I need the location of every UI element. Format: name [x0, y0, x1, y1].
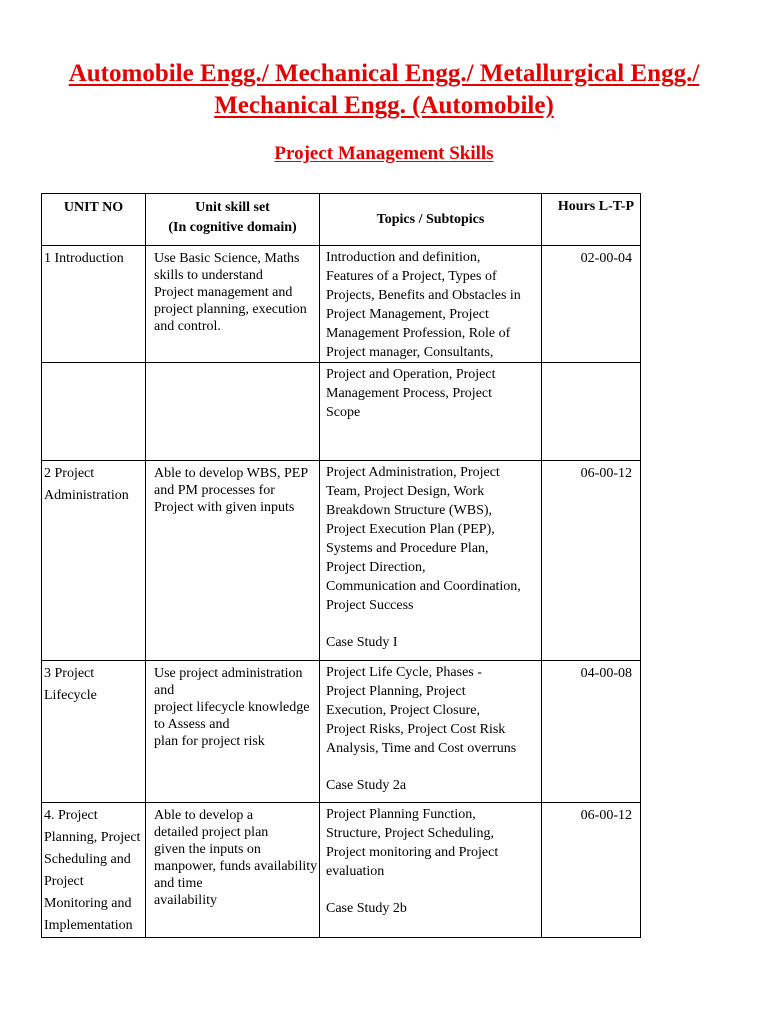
- unit-no-cell: [42, 246, 146, 363]
- skill-set-cell-line: plan for project risk: [154, 734, 265, 749]
- header-topics: Topics / Subtopics: [320, 194, 542, 246]
- topics-cell-line: Scope: [326, 405, 361, 420]
- header-unit-skill-set: [146, 194, 320, 246]
- header-hours: Hours L-T-P: [542, 194, 641, 246]
- topics-cell-line: [326, 881, 541, 899]
- unit-no-cell-line: Lifecycle: [44, 688, 97, 703]
- document-title-line-1: Automobile Engg./ Mechanical Engg./ Metallurgical Engg./: [68, 60, 700, 87]
- table-row: [42, 803, 641, 938]
- unit-no-cell-line: Planning, Project: [44, 830, 141, 845]
- topics-cell-line: Case Study I: [326, 635, 398, 650]
- skill-set-cell-line: and: [154, 683, 175, 698]
- skill-set-cell-line: Project management and: [154, 285, 293, 300]
- topics-cell-line: [326, 615, 541, 633]
- topics-cell-line: Project Direction,: [326, 560, 426, 575]
- unit-no-cell-line: Project: [44, 874, 84, 889]
- unit-no-cell: [42, 461, 146, 661]
- skill-set-cell: [146, 661, 320, 803]
- skill-set-cell-line: and control.: [154, 319, 221, 334]
- topics-cell-line: Project monitoring and Project: [326, 845, 499, 860]
- skill-set-cell-line: project lifecycle knowledge: [154, 700, 310, 715]
- topics-cell-line: Team, Project Design, Work: [326, 484, 485, 499]
- skill-set-cell-line: Use project administration: [154, 666, 303, 681]
- topics-cell-line: evaluation: [326, 864, 385, 879]
- table-row: [42, 363, 641, 461]
- topics-cell-line: Project Planning Function,: [326, 807, 476, 822]
- unit-no-cell-line: Administration: [44, 488, 129, 503]
- topics-cell-line: Systems and Procedure Plan,: [326, 541, 489, 556]
- skill-set-cell: [146, 363, 320, 461]
- skill-set-cell-line: and time: [154, 876, 203, 891]
- unit-no-cell-line: Implementation: [44, 918, 133, 933]
- topics-cell-line: Project manager, Consultants,: [326, 345, 494, 360]
- skill-set-cell-line: given the inputs on: [154, 842, 261, 857]
- unit-no-cell-line: 2 Project: [44, 466, 95, 481]
- topics-cell-line: Project Risks, Project Cost Risk: [326, 722, 506, 737]
- skill-set-cell-line: availability: [154, 893, 217, 908]
- topics-cell-line: Project Success: [326, 598, 414, 613]
- topics-cell: [320, 461, 542, 661]
- topics-cell: [320, 803, 542, 938]
- syllabus-table: [41, 193, 641, 938]
- unit-no-cell: [42, 803, 146, 938]
- topics-cell-line: Execution, Project Closure,: [326, 703, 480, 718]
- unit-no-cell: [42, 661, 146, 803]
- document-title-line-2: Mechanical Engg. (Automobile): [214, 92, 554, 119]
- unit-no-cell-line: 4. Project: [44, 808, 98, 823]
- skill-set-cell: [146, 246, 320, 363]
- topics-cell-line: Features of a Project, Types of: [326, 269, 497, 284]
- header-skill-line2: (In cognitive domain): [168, 220, 297, 235]
- topics-cell-line: Management Process, Project: [326, 386, 493, 401]
- hours-cell: [542, 363, 641, 461]
- unit-no-cell-line: 3 Project: [44, 666, 95, 681]
- topics-cell: [320, 363, 542, 461]
- topics-cell-line: Project Administration, Project: [326, 465, 500, 480]
- skill-set-cell-line: manpower, funds availability: [154, 859, 318, 874]
- skill-set-cell-line: Project with given inputs: [154, 500, 295, 515]
- skill-set-cell: [146, 803, 320, 938]
- unit-no-cell-line: 1 Introduction: [44, 251, 124, 266]
- topics-cell-line: Introduction and definition,: [326, 250, 481, 265]
- skill-set-cell-line: detailed project plan: [154, 825, 269, 840]
- skill-set-cell-line: project planning, execution: [154, 302, 307, 317]
- unit-no-cell-line: Scheduling and: [44, 852, 131, 867]
- skill-set-cell-line: Able to develop a: [154, 808, 254, 823]
- table-row: [42, 246, 641, 363]
- topics-cell-line: Analysis, Time and Cost overruns: [326, 741, 517, 756]
- table-row: [42, 461, 641, 661]
- topics-cell-line: [326, 758, 541, 776]
- skill-set-cell-line: Use Basic Science, Maths: [154, 251, 300, 266]
- topics-cell-line: Case Study 2b: [326, 901, 407, 916]
- header-skill-line1: Unit skill set: [195, 200, 270, 215]
- topics-cell: [320, 661, 542, 803]
- topics-cell-line: Project and Operation, Project: [326, 367, 496, 382]
- topics-cell-line: Communication and Coordination,: [326, 579, 521, 594]
- hours-cell: 02-00-04: [542, 246, 641, 363]
- topics-cell-line: Project Execution Plan (PEP),: [326, 522, 495, 537]
- table-row: [42, 661, 641, 803]
- hours-cell: 06-00-12: [542, 461, 641, 661]
- header-unit-no: UNIT NO: [42, 194, 146, 246]
- topics-cell-line: Case Study 2a: [326, 778, 407, 793]
- topics-cell-line: Breakdown Structure (WBS),: [326, 503, 493, 518]
- skill-set-cell-line: Able to develop WBS, PEP: [154, 466, 309, 481]
- unit-no-cell-line: Monitoring and: [44, 896, 132, 911]
- skill-set-cell-line: skills to understand: [154, 268, 263, 283]
- topics-cell-line: Projects, Benefits and Obstacles in: [326, 288, 521, 303]
- topics-cell: [320, 246, 542, 363]
- unit-no-cell: [42, 363, 146, 461]
- topics-cell-line: Management Profession, Role of: [326, 326, 511, 341]
- document-subtitle: Project Management Skills: [274, 143, 494, 164]
- skill-set-cell-line: to Assess and: [154, 717, 230, 732]
- hours-cell: 06-00-12: [542, 803, 641, 938]
- skill-set-cell: [146, 461, 320, 661]
- table-header-row: [42, 194, 641, 246]
- topics-cell-line: Project Life Cycle, Phases -: [326, 665, 482, 680]
- topics-cell-line: Project Management, Project: [326, 307, 489, 322]
- topics-cell-line: Project Planning, Project: [326, 684, 466, 699]
- hours-cell: 04-00-08: [542, 661, 641, 803]
- topics-cell-line: Structure, Project Scheduling,: [326, 826, 494, 841]
- skill-set-cell-line: and PM processes for: [154, 483, 275, 498]
